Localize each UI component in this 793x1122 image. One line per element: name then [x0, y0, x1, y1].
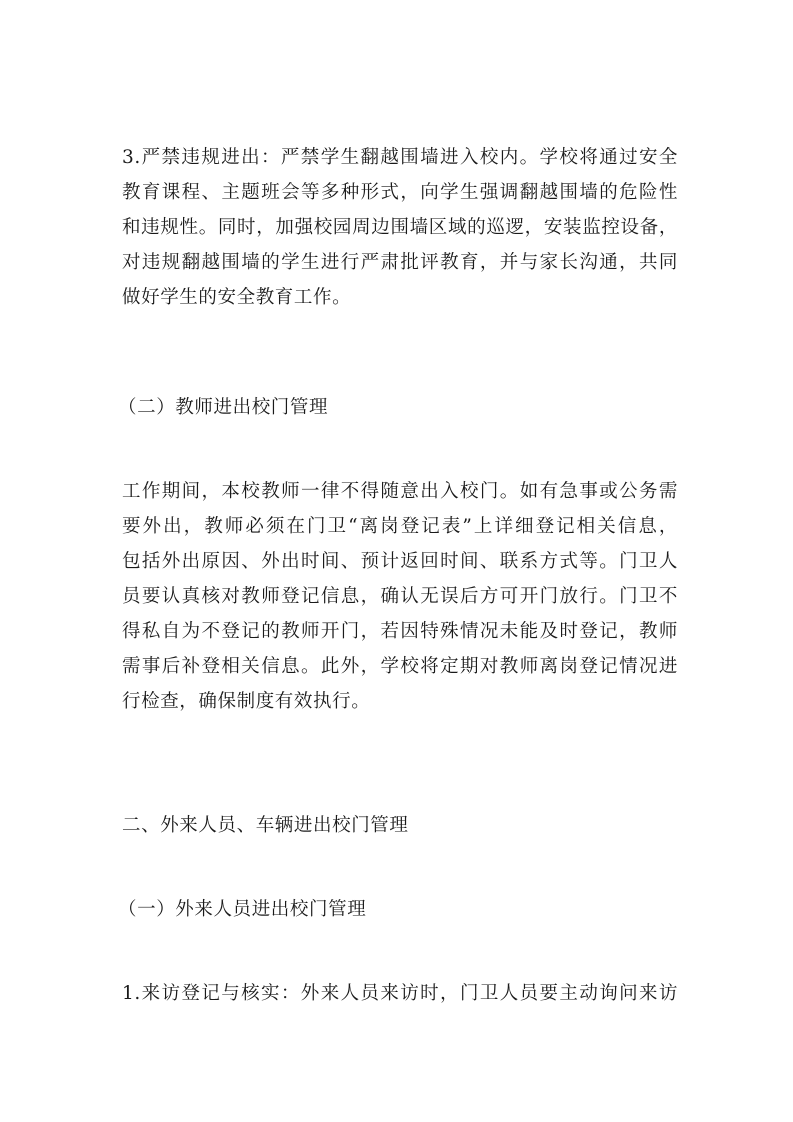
text-line: 要外出，教师必须在门卫“离岗登记表”上详细登记相关信息，	[122, 516, 678, 537]
text-line: 1.来访登记与核实：外来人员来访时，门卫人员要主动询问来访	[122, 983, 678, 1004]
heading-visitor-gate-management: （一）外来人员进出校门管理	[118, 899, 367, 920]
text-line: 员要认真核对教师登记信息，确认无误后方可开门放行。门卫不	[122, 586, 678, 607]
text-line: 得私自为不登记的教师开门，若因特殊情况未能及时登记，教师	[122, 621, 678, 642]
text-line: 和违规性。同时，加强校园周边围墙区域的巡逻，安装监控设备，	[122, 217, 678, 238]
text-line: 工作期间，本校教师一律不得随意出入校门。如有急事或公务需	[122, 481, 678, 502]
heading-teacher-gate-management: （二）教师进出校门管理	[118, 397, 329, 418]
heading-section-visitors-vehicles: 二、外来人员、车辆进出校门管理	[122, 815, 409, 836]
paragraph-visitor-registration	[122, 976, 678, 1011]
text-line: 行检查，确保制度有效执行。	[122, 691, 371, 712]
paragraph-teacher-leave-registration	[122, 474, 678, 719]
text-line: 对违规翻越围墙的学生进行严肃批评教育，并与家长沟通，共同	[122, 252, 678, 273]
text-line: 需事后补登相关信息。此外，学校将定期对教师离岗登记情况进	[122, 656, 678, 677]
paragraph-no-unauthorized-entry	[122, 140, 678, 315]
text-line: 做好学生的安全教育工作。	[122, 287, 352, 308]
text-line: 教育课程、主题班会等多种形式，向学生强调翻越围墙的危险性	[122, 182, 678, 203]
text-line: 包括外出原因、外出时间、预计返回时间、联系方式等。门卫人	[122, 551, 678, 572]
text-line: 3.严禁违规进出：严禁学生翻越围墙进入校内。学校将通过安全	[122, 147, 678, 168]
